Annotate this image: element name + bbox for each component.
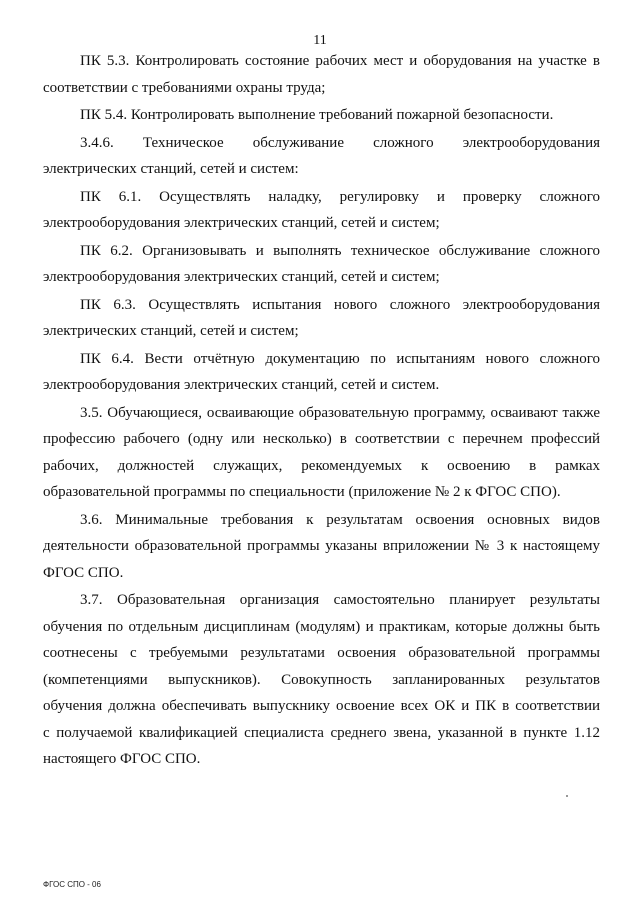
text-line: электрооборудования электрических станций, сетей и систем; <box>43 269 440 285</box>
paragraph-pk-6-3 <box>43 292 600 345</box>
text-line: 3.7. Образовательная организация самостоятельно планирует результаты <box>80 592 600 608</box>
text-line: 3.4.6. Техническое обслуживание сложного электрооборудования <box>80 134 600 151</box>
footer-label: ФГОС СПО - 06 <box>43 880 101 889</box>
text-line: электрических станций, сетей и систем: <box>43 161 299 177</box>
text-line: электрооборудования электрических станций, сетей и систем. <box>43 377 440 393</box>
paragraph-pk-5-4 <box>43 102 600 129</box>
text-line: ПК 6.2. Организовывать и выполнять техническое обслуживание сложного <box>80 242 600 259</box>
text-line: ПК 6.3. Осуществлять испытания нового сложного электрооборудования <box>80 296 600 313</box>
text-line: обучения должна обеспечивать выпускнику освоение всех ОК и ПК в соответствии <box>43 698 600 714</box>
text-line: деятельности образовательной программы указаны вприложении № 3 к настоящему <box>43 538 600 554</box>
text-line: 3.5. Обучающиеся, осваивающие образовательную программу, осваивают также <box>80 404 600 421</box>
paragraph-section-3-4-6 <box>43 130 600 183</box>
text-line: рабочих, должностей служащих, рекомендуемых к освоению в рамках <box>43 457 600 474</box>
text-line: ФГОС СПО. <box>43 564 124 581</box>
page-number: 11 <box>313 33 327 48</box>
text-line: обучения по отдельным дисциплинам (модулям) и практикам, которые должны быть <box>43 618 600 635</box>
paragraph-section-3-5 <box>43 400 600 506</box>
text-line: образовательной программы по специальности (приложение № 2 к ФГОС СПО). <box>43 484 561 500</box>
text-line: ПК 5.3. Контролировать состояние рабочих мест и оборудования на участке в <box>80 53 600 69</box>
text-line: (компетенциями выпускников). Совокупность запланированных результатов <box>43 671 600 688</box>
text-line: с получаемой квалификацией специалиста среднего звена, указанной в пункте 1.12 <box>43 724 600 741</box>
paragraph-section-3-6 <box>43 507 600 587</box>
text-line: ПК 5.4. Контролировать выполнение требований пожарной безопасности. <box>80 107 554 123</box>
text-line: ПК 6.4. Вести отчётную документацию по испытаниям нового сложного <box>80 350 600 367</box>
scan-speck <box>566 795 568 797</box>
paragraph-pk-6-1 <box>43 184 600 237</box>
text-line: соответствии с требованиями охраны труда; <box>43 79 326 96</box>
document-body <box>43 48 600 773</box>
paragraph-pk-6-4 <box>43 346 600 399</box>
text-line: ПК 6.1. Осуществлять наладку, регулировку и проверку сложного <box>80 188 600 205</box>
text-line: 3.6. Минимальные требования к результатам освоения основных видов <box>80 511 600 528</box>
text-line: электрических станций, сетей и систем; <box>43 323 299 339</box>
text-line: профессию рабочего (одну или несколько) в соответствии с перечнем профессий <box>43 431 600 447</box>
paragraph-pk-6-2 <box>43 238 600 291</box>
text-line: электрооборудования электрических станций, сетей и систем; <box>43 215 440 231</box>
paragraph-section-3-7 <box>43 587 600 773</box>
paragraph-pk-5-3 <box>43 48 600 101</box>
text-line: соотнесены с требуемыми результатами освоения образовательной программы <box>43 645 600 661</box>
text-line: настоящего ФГОС СПО. <box>43 751 201 767</box>
